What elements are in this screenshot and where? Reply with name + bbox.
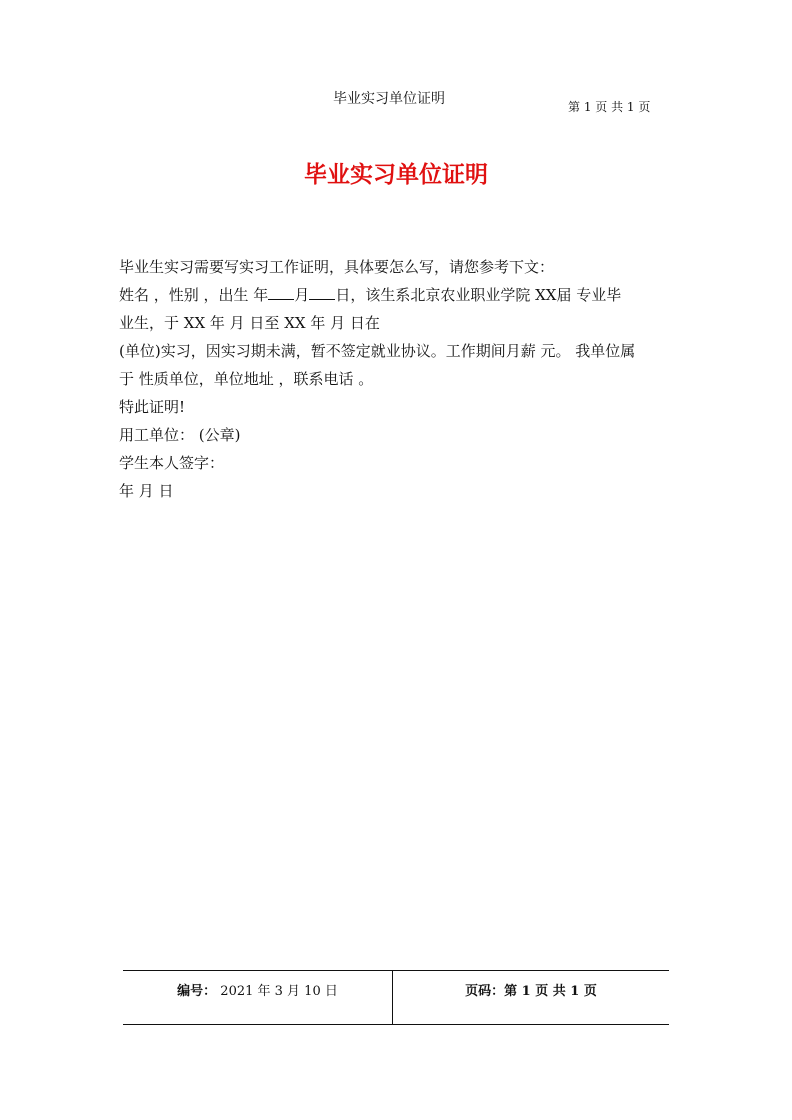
running-header-title: 毕业实习单位证明 <box>333 91 445 107</box>
footer-number-label: 编号： <box>177 984 217 999</box>
blank-day-field <box>309 284 335 300</box>
footer-page-value: 第 1 页 共 1 页 <box>504 984 597 999</box>
personal-info-text-c: 日，该生系北京农业职业学院 XX届 专业毕 <box>335 286 622 304</box>
certification-line: 特此证明! <box>119 398 186 416</box>
internship-unit-line: (单位)实习，因实习期未满，暂不签定就业协议。工作期间月薪 元。 我单位属 <box>119 342 636 360</box>
footer-page-cell <box>393 983 669 1001</box>
unit-info-line: 于 性质单位，单位地址 ，联系电话 。 <box>119 370 374 388</box>
footer-number-cell <box>123 983 392 1001</box>
student-signature-line: 学生本人签字： <box>119 454 225 472</box>
running-header-page-info: 第 1 页 共 1 页 <box>568 100 651 114</box>
document-body <box>119 253 673 505</box>
personal-info-line <box>119 281 673 309</box>
footer-table <box>123 970 669 1025</box>
intro-paragraph: 毕业生实习需要写实习工作证明，具体要怎么写，请您参考下文： <box>119 258 555 276</box>
employer-seal-line: 用工单位： (公章) <box>119 426 241 444</box>
internship-period-line: 业生，于 XX 年 月 日至 XX 年 月 日在 <box>119 314 380 332</box>
footer-page-label: 页码： <box>465 984 505 999</box>
personal-info-text-a: 姓名 ，性别 ，出生 年 <box>119 286 269 304</box>
date-line: 年 月 日 <box>119 482 174 500</box>
footer-number-value: 2021 年 3 月 10 日 <box>220 984 338 999</box>
blank-month-field <box>268 284 294 300</box>
document-title: 毕业实习单位证明 <box>304 161 488 188</box>
personal-info-text-b: 月 <box>294 286 310 304</box>
